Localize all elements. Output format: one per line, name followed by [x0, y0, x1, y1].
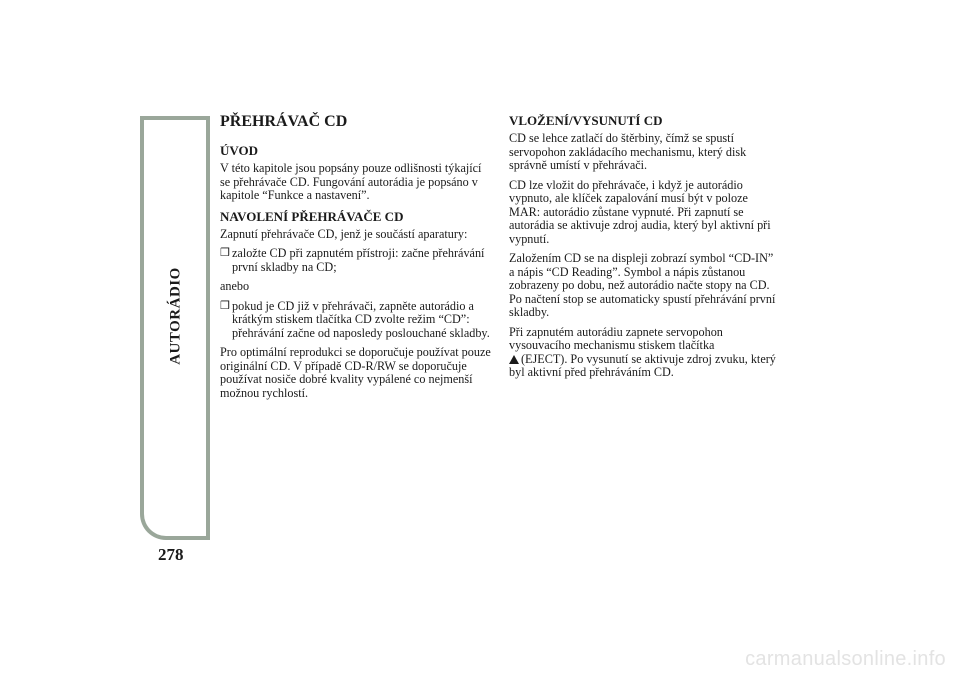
- note-text: Pro optimální reprodukci se doporučuje používat pouze originální CD. V případě CD-R/RW se doporučuje používat nosiče dobré kvality vypálené co nejmenší možnou rychlostí.: [220, 345, 491, 400]
- bullet-text: pokud je CD již v přehrávači, zapněte autorádio a krátkým stiskem tlačítka CD zvolte režim “CD”: přehrávání začne od naposledy poslouchané skladby.: [232, 298, 490, 340]
- paragraph: Založením CD se na displeji zobrazí symbol “CD-IN” a nápis “CD Reading”. Symbol a nápis zůstanou zobrazeny po dobu, než autorádio načte stopy na CD. Po načtení stop se automaticky spustí přehrávání první skladby.: [509, 251, 776, 319]
- select-heading: NAVOLENÍ PŘEHRÁVAČE CD: [220, 208, 404, 224]
- list-item: [220, 247, 492, 274]
- paragraph: CD se lehce zatlačí do štěrbiny, čímž se spustí servopohon zakládacího mechanismu, který disk správně umístí v přehrávači.: [509, 131, 747, 172]
- eject-instruction-cont: (EJECT). Po vysunutí se aktivuje zdroj zvuku, který byl aktivní před přehráváním CD.: [509, 351, 776, 379]
- side-frame-right: [206, 116, 210, 540]
- list-item: [220, 300, 492, 341]
- paragraph: CD lze vložit do přehrávače, i když je autorádio vypnuto, ale klíček zapalování musí být v poloze MAR: autorádio zůstane vypnuté. Při zapnutí se autorádia se aktivuje zdroj audia, který byl aktivní při vypnutí.: [509, 177, 771, 246]
- select-text: Zapnutí přehrávače CD, jenž je součástí aparatury:: [220, 226, 468, 241]
- intro-text: V této kapitole jsou popsány pouze odlišnosti týkající se přehrávače CD. Fungování autorádia je popsáno v kapitole “Funkce a nastavení”.: [220, 161, 482, 202]
- watermark: carmanualsonline.info: [745, 648, 946, 670]
- page-number: 278: [158, 545, 184, 564]
- bullet-text: založte CD při zapnutém přístroji: začne přehrávání první skladby na CD;: [232, 246, 485, 274]
- checkbox-bullet-icon: ❒: [220, 299, 230, 312]
- paragraph-eject: [509, 326, 781, 380]
- eject-icon: [509, 355, 519, 364]
- right-column: [509, 113, 781, 386]
- eject-instruction: Při zapnutém autorádiu zapnete servopohon vysouvacího mechanismu stiskem tlačítka: [509, 324, 723, 352]
- section-label: AUTORÁDIO: [167, 267, 184, 365]
- checkbox-bullet-icon: ❒: [220, 247, 230, 259]
- left-column: [220, 113, 492, 406]
- insert-eject-heading: VLOŽENÍ/VYSUNUTÍ CD: [509, 113, 663, 128]
- intro-heading: ÚVOD: [220, 143, 259, 158]
- page-title: PŘEHRÁVAČ CD: [220, 113, 348, 130]
- or-text: anebo: [220, 279, 250, 293]
